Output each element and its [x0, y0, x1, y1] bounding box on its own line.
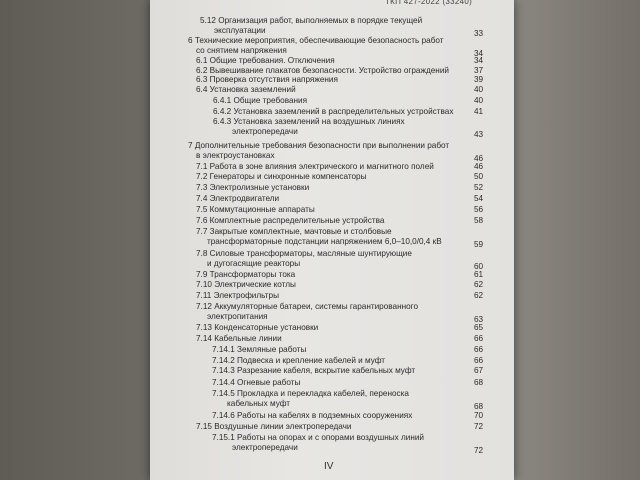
toc-entry-line: 7.4 Электродвигатели — [196, 194, 280, 203]
toc-entry-line: 7.8 Силовые трансформаторы, масляные шунтирующие — [196, 249, 412, 258]
toc-entry-line: электропередачи — [232, 442, 298, 452]
toc-page-number: 54 — [474, 194, 484, 203]
toc-entry-line: электропитания — [207, 311, 268, 321]
toc-entry-line: эксплуатации — [214, 25, 266, 35]
toc-entry-line: 7.14.3 Разрезание кабеля, вскрытие кабельных муфт — [212, 366, 416, 375]
toc-entry-line: 6.4.1 Общие требования — [213, 96, 308, 105]
toc-entry-line: 7.15 Воздушные линии электропередачи — [196, 422, 352, 431]
toc-entry-line: и дугогасящие реакторы — [207, 258, 301, 268]
toc-entry-line: 7.13 Конденсаторные установки — [196, 323, 319, 332]
toc-entry-line: 5.12 Организация работ, выполняемых в порядке текущей — [200, 16, 423, 25]
toc-page-number: 34 — [474, 56, 484, 65]
toc-entry-line: 7 Дополнительные требования безопасности при выполнении работ — [188, 141, 450, 150]
toc-entry-line: 7.2 Генераторы и синхронные компенсаторы — [196, 172, 367, 181]
toc-entry-line: 7.9 Трансформаторы тока — [196, 270, 296, 279]
toc-page-number: 60 — [474, 261, 484, 271]
toc-page-number: 66 — [474, 345, 484, 354]
toc-entry-line: в электроустановках — [196, 150, 275, 160]
toc-entry-line: 7.3 Электролизные установки — [196, 183, 310, 192]
toc-entry-line: 7.15.1 Работы на опорах и с опорами воздушных линий — [212, 433, 424, 442]
toc-page-number: 50 — [474, 172, 484, 181]
toc-page-number: 61 — [474, 270, 484, 279]
toc-page-number: 67 — [474, 366, 484, 375]
toc-page-number: 70 — [474, 411, 484, 420]
toc-page-number: 72 — [474, 445, 484, 455]
toc-page-number: 63 — [474, 314, 484, 324]
toc-page-number: 37 — [474, 66, 484, 75]
toc-page-number: 66 — [474, 356, 484, 365]
toc-entry-line: 7.14.4 Огневые работы — [212, 378, 301, 387]
toc-entry-line: 7.14.1 Земляные работы — [212, 345, 307, 354]
toc-entry-line: 7.10 Электрические котлы — [196, 280, 296, 289]
toc-page-number: 62 — [474, 280, 484, 289]
toc-page-number: 52 — [474, 183, 484, 192]
toc-entry-line: 7.11 Электрофильтры — [196, 291, 279, 300]
toc-page-number: 62 — [474, 291, 484, 300]
toc-page-number: 59 — [474, 239, 484, 249]
toc-page-number: 41 — [474, 107, 484, 116]
toc-entry-line: 6.1 Общие требования. Отключения — [196, 56, 335, 65]
toc-entry-line: 6.4.3 Установка заземлений на воздушных линиях — [213, 117, 405, 126]
toc-entry-line: 6.3 Проверка отсутствия напряжения — [196, 75, 338, 84]
toc-page-number: 66 — [474, 334, 484, 343]
toc-entry-line: 7.14 Кабельные линии — [196, 334, 282, 343]
toc-entry-line: 6.4.2 Установка заземлений в распределительных устройствах — [213, 107, 454, 116]
page-number: IV — [324, 461, 334, 472]
toc-entry-line: 7.7 Закрытые комплектные, мачтовые и столбовые — [196, 227, 392, 236]
toc-page-number: 58 — [474, 216, 484, 225]
background-left — [0, 0, 150, 480]
toc-entry-line: со снятием напряжения — [196, 45, 287, 55]
running-header: ТКП 427-2022 (33240) — [385, 0, 473, 6]
toc-entry-line: 6 Технические мероприятия, обеспечивающие безопасность работ — [188, 36, 444, 45]
toc-entry-line: электропередачи — [232, 126, 298, 136]
toc-page-number: 46 — [474, 153, 484, 163]
toc-page-number: 56 — [474, 205, 484, 214]
toc-page-number: 33 — [474, 28, 484, 38]
toc-page-number: 40 — [474, 85, 484, 94]
document-page — [150, 0, 514, 480]
toc-entry-line: 7.1 Работа в зоне влияния электрического и магнитного полей — [196, 162, 434, 171]
toc-page-number: 72 — [474, 422, 484, 431]
toc-page-number: 68 — [474, 378, 484, 387]
toc-entry-line: 7.5 Коммутационные аппараты — [196, 205, 315, 214]
toc-page-number: 34 — [474, 48, 484, 58]
toc-page-number: 68 — [474, 401, 484, 411]
background-right — [514, 0, 640, 480]
toc-page-number: 40 — [474, 96, 484, 105]
toc-entry-line: кабельных муфт — [227, 398, 291, 408]
toc-entry-line: 6.2 Вывешивание плакатов безопасности. Устройство ограждений — [196, 66, 449, 75]
toc-entry-line: 7.12 Аккумуляторные батареи, системы гарантированного — [196, 302, 419, 311]
toc-entry-line: 7.14.2 Подвеска и крепление кабелей и муфт — [212, 356, 386, 365]
toc-entry-line: трансформаторные подстанции напряжением 6,0–10,0/0,4 кВ — [207, 236, 442, 246]
toc-page-number: 39 — [474, 75, 484, 84]
toc-entry-line: 7.6 Комплектные распределительные устройства — [196, 216, 385, 225]
toc-entry-line: 7.14.5 Прокладка и перекладка кабелей, переноска — [212, 389, 409, 398]
toc-page-number: 65 — [474, 323, 484, 332]
toc-entry-line: 6.4 Установка заземлений — [196, 85, 296, 94]
toc-entry-line: 7.14.6 Работы на кабелях в подземных сооружениях — [212, 411, 413, 420]
toc-page-number: 46 — [474, 162, 484, 171]
toc-page-number: 43 — [474, 129, 484, 139]
